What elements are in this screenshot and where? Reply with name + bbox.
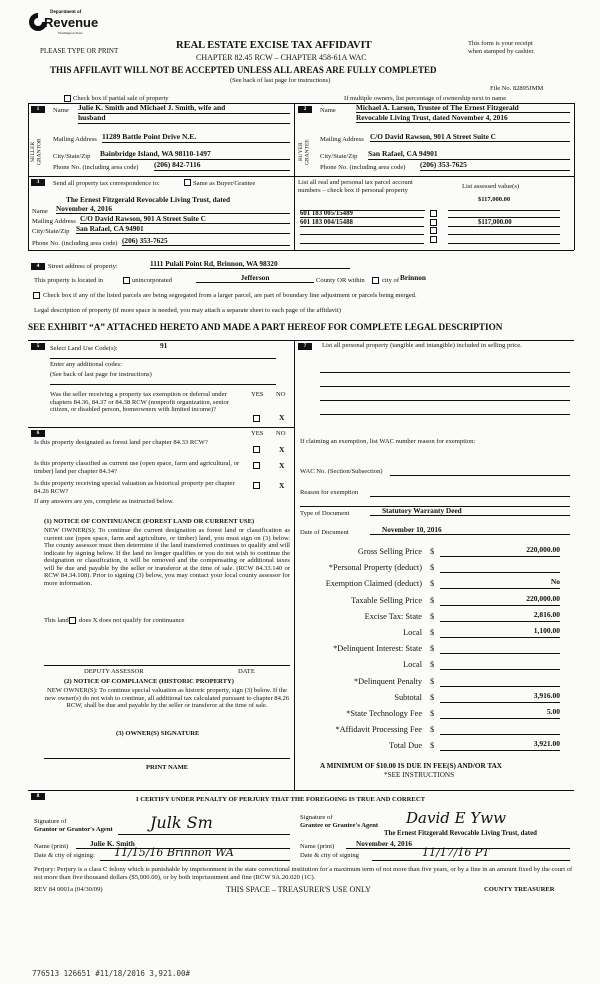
forest-land-yes-checkbox[interactable]	[253, 446, 260, 453]
county-label: County OR within	[316, 277, 365, 284]
grantee-sig-label-2: Grantee or Grantee's Agent	[300, 822, 379, 829]
parcel-header-1: List all real and personal tax parcel account	[298, 179, 413, 186]
historic-yes-checkbox[interactable]	[253, 482, 260, 489]
parcel-assessed-value[interactable]: $117,000.00	[448, 219, 560, 227]
grantee-name[interactable]: November 4, 2016	[346, 840, 570, 849]
tax-row-value[interactable]	[440, 562, 560, 573]
notice-compliance-title: (2) NOTICE OF COMPLIANCE (HISTORIC PROPERTY)	[64, 678, 234, 685]
buyer-name-label: Name	[320, 107, 336, 114]
grantee-sig-label-1: Signature of	[300, 814, 333, 821]
buyer-mailing[interactable]: C/O David Rawson, 901 A Street Suite C	[370, 133, 570, 142]
section-1-number: 1	[31, 106, 45, 113]
current-use-answer[interactable]: X	[279, 461, 285, 470]
tax-row-label: *Delinquent Penalty	[354, 676, 422, 686]
dollar-sign: $	[430, 595, 435, 605]
dollar-sign: $	[430, 741, 435, 751]
grantor-date-city[interactable]: 11/15/16 Brinnon WA	[100, 847, 290, 861]
parcel-assessed-value[interactable]	[448, 227, 560, 235]
additional-codes-note: (See back of last page for instructions)	[50, 371, 152, 378]
dollar-sign: $	[430, 725, 435, 735]
buyer-city-label: City/State/Zip	[320, 153, 358, 160]
grantee-name-label: Name (print)	[300, 843, 335, 850]
buyer-phone[interactable]: (206) 353-7625	[420, 161, 570, 171]
dollar-sign: $	[430, 709, 435, 718]
city-name[interactable]: Brinnon	[400, 273, 426, 282]
does-qualify-checkbox[interactable]	[69, 617, 76, 624]
tax-row-label: *Personal Property (deduct)	[328, 563, 422, 573]
grantee-signature[interactable]: David E Yww	[406, 809, 506, 827]
county-name[interactable]: Jefferson	[196, 274, 314, 283]
see-back: (See back of last page for instructions)	[230, 77, 331, 84]
buyer-mailing-label: Mailing Address	[320, 136, 364, 143]
tax-row-value[interactable]: 3,916.00	[440, 692, 560, 703]
tax-row-label: *Affidavit Processing Fee	[335, 725, 422, 735]
assessor-date-label: DATE	[238, 668, 255, 675]
tax-row-value[interactable]	[440, 676, 560, 687]
forest-land-answer[interactable]: X	[279, 445, 285, 454]
section-6-number: 6	[31, 430, 45, 437]
grantee-date-label: Date & city of signing	[300, 852, 359, 859]
correspondence-city[interactable]: San Rafael, CA 94901	[76, 225, 290, 234]
correspondence-city-label: City/State/Zip	[32, 228, 70, 235]
reason-label: Reason for exemption	[300, 489, 359, 496]
buyer-name-2[interactable]: Revocable Living Trust, dated November 4, 2016	[356, 114, 570, 123]
receipt-note-1: This form is your receipt	[468, 40, 533, 47]
exemption-yes-label: YES	[251, 391, 264, 398]
treasurer-space: THIS SPACE – TREASURER'S USE ONLY	[226, 885, 371, 894]
dollar-sign: $	[430, 611, 435, 621]
within-city-checkbox[interactable]	[372, 277, 379, 284]
parcel-header-2: numbers – check box if personal property	[298, 187, 408, 194]
dollar-sign: $	[430, 660, 435, 670]
doc-date[interactable]: November 10, 2016	[370, 526, 570, 535]
buyer-side-label: BUYER GRANTEE	[298, 139, 311, 165]
seller-side-label: SELLER GRANTOR	[30, 138, 43, 166]
doc-type-label: Type of Document	[300, 510, 350, 517]
grantor-sig-label-2: Grantor or Grantor's Agent	[34, 826, 113, 833]
seller-mailing[interactable]: 11289 Battle Point Drive N.E.	[102, 133, 290, 143]
correspondence-name-1[interactable]: The Ernest Fitzgerald Revocable Living Trust, dated	[66, 195, 231, 204]
assessed-total: $117,000.00	[478, 196, 511, 203]
parcel-number[interactable]: 601 183 005/15489	[300, 210, 424, 218]
segregated-checkbox[interactable]	[33, 292, 40, 299]
street-label: Street address of property:	[48, 263, 118, 270]
send-correspondence-label: Send all property tax correspondence to:	[53, 180, 160, 187]
tax-row-value[interactable]: 220,000.00	[440, 595, 560, 606]
grantor-name[interactable]: Julie K. Smith	[76, 840, 290, 849]
tax-row-label: *Delinquent Interest: State	[333, 644, 422, 654]
exemption-yes-checkbox[interactable]	[253, 415, 260, 422]
parcel-number[interactable]	[300, 236, 424, 244]
tax-row-value[interactable]: 3,921.00	[440, 740, 560, 751]
grantor-name-label: Name (print)	[34, 843, 69, 850]
personal-property-checkbox[interactable]	[430, 210, 437, 217]
wac-intro: If claiming an exemption, list WAC number reason for exemption:	[300, 438, 476, 445]
land-use-label: Select Land Use Code(s):	[50, 345, 118, 352]
historic-answer[interactable]: X	[279, 481, 285, 490]
certify-text: I CERTIFY UNDER PENALTY OF PERJURY THAT THE FOREGOING IS TRUE AND CORRECT	[136, 796, 425, 803]
unincorporated-checkbox[interactable]	[123, 277, 130, 284]
receipt-stamp: 776513 126651 #11/18/2016 3,921.00#	[32, 969, 191, 978]
located-label: This property is located in	[34, 277, 104, 284]
partial-sale-checkbox[interactable]	[64, 95, 71, 102]
dor-logo	[28, 8, 100, 38]
tax-row-value[interactable]: 2,816.00	[440, 611, 560, 622]
personal-property-label: List all personal property (tangible and intangible) included in selling price.	[322, 342, 522, 349]
seller-name-2[interactable]: husband	[78, 114, 290, 124]
tax-row-label: Local	[403, 628, 422, 637]
wac-label: WAC No. (Section/Subsection)	[300, 468, 383, 475]
doc-date-label: Date of Document	[300, 529, 349, 536]
dollar-sign: $	[430, 628, 435, 637]
personal-property-checkbox[interactable]	[430, 227, 437, 234]
segregated-label: Check box if any of the listed parcels are being segregated from a larger parcel, are part of boundary line adjustment or parcels being merged.	[43, 292, 417, 299]
section-5-number: 5	[31, 343, 45, 350]
section-3-number: 3	[31, 179, 45, 186]
receipt-note-2: when stamped by cashier.	[468, 48, 535, 55]
same-as-buyer-label: Same as Buyer/Grantee	[193, 180, 256, 187]
partial-sale-label: Check box if partial sale of property	[73, 95, 169, 102]
tax-row-label: Total Due	[389, 741, 422, 751]
land-use-code[interactable]: 91	[160, 341, 168, 350]
file-no: File No. 82895JMM	[490, 85, 544, 92]
buyer-city[interactable]: San Rafael, CA 94901	[368, 150, 570, 160]
seller-phone[interactable]: (206) 842-7116	[154, 161, 290, 171]
historic-question: Is this property receiving special valuation as historical property per chapter 84.26 RCW?	[34, 480, 235, 495]
current-use-question: Is this property classified as current use (open space, farm and agricultural, or timber) land per chapter 84.34?	[34, 460, 240, 475]
notice-compliance-body: NEW OWNER(S): To continue special valuation as historic property, sign (3) below. If the new owner(s) do not wish to continue, all additional tax calculated pursuant to chapter 84.26 RCW, shall be due and payable by the seller or transferor at the time of sale.	[44, 687, 290, 710]
print-name-label: PRINT NAME	[146, 764, 189, 771]
seller-name-label: Name	[53, 107, 69, 114]
tax-row-label: Local	[403, 660, 422, 670]
seller-name-1[interactable]: Julie K. Smith and Michael J. Smith, wife and	[78, 104, 290, 114]
correspondence-mailing[interactable]: C/O David Rawson, 901 A Street Suite C	[80, 215, 290, 224]
correspondence-mailing-label: Mailing Address	[32, 218, 76, 225]
parcel-number[interactable]: 601 183 004/15488	[300, 219, 424, 227]
unincorporated-label: unincorporated	[132, 277, 172, 284]
form-revision: REV 84 0001a (04/30/09)	[34, 886, 103, 893]
form-subtitle: CHAPTER 82.45 RCW – CHAPTER 458-61A WAC	[196, 53, 367, 62]
correspondence-name-label: Name	[32, 208, 48, 215]
tax-row-label: Exemption Claimed (deduct)	[325, 579, 422, 589]
warning-text: THIS AFFILAVIT WILL NOT BE ACCEPTED UNLESS ALL AREAS ARE FULLY COMPLETED	[50, 65, 437, 75]
grantee-date-city[interactable]: 11/17/16 PT	[372, 847, 570, 861]
deputy-assessor-label: DEPUTY ASSESSOR	[84, 668, 144, 675]
logo-state: Washington State	[58, 31, 83, 35]
owner-signature-label: (3) OWNER(S) SIGNATURE	[116, 730, 200, 737]
buyer-phone-label: Phone No. (including area code)	[320, 164, 406, 171]
street-address[interactable]: 1111 Pulali Point Rd, Brinnon, WA 98320	[150, 260, 350, 269]
seller-city-label: City/State/Zip	[53, 153, 91, 160]
assessed-header: List assessed value(s)	[462, 183, 520, 190]
doc-type[interactable]: Statutory Warranty Deed	[370, 507, 570, 516]
tax-row-value[interactable]	[440, 659, 560, 670]
forest-land-question: Is this property designated as forest land per chapter 84.33 RCW?	[34, 439, 208, 446]
seller-mailing-label: Mailing Address	[53, 136, 97, 143]
tax-row-value[interactable]: 220,000.00	[440, 546, 560, 557]
logo-dept: Department of	[50, 10, 82, 15]
parcel-assessed-value[interactable]	[448, 210, 560, 218]
form-title: REAL ESTATE EXCISE TAX AFFIDAVIT	[176, 40, 372, 51]
dollar-sign: $	[430, 579, 435, 589]
tax-row-label: Gross Selling Price	[357, 547, 422, 556]
additional-codes-label: Enter any additional codes:	[50, 361, 122, 368]
exemption-no-label: NO	[276, 391, 286, 398]
current-use-yes-checkbox[interactable]	[253, 462, 260, 469]
personal-property-checkbox[interactable]	[430, 236, 437, 243]
tax-row-value[interactable]: No	[440, 578, 560, 589]
tax-row-value[interactable]	[440, 724, 560, 735]
section-8-number: 8	[31, 793, 45, 800]
seller-city[interactable]: Bainbridge Island, WA 98110-1497	[100, 150, 290, 160]
correspondence-name-2[interactable]: November 4, 2016	[56, 205, 290, 214]
tax-row-value[interactable]: 5.00	[440, 708, 560, 719]
exemption-answer[interactable]: X	[279, 413, 285, 422]
parcel-number[interactable]	[300, 227, 424, 235]
dollar-sign: $	[430, 676, 435, 686]
this-land-label: This land	[44, 617, 69, 624]
same-as-buyer-checkbox[interactable]	[184, 179, 191, 186]
minimum-fee-text: A MINIMUM OF $10.00 IS DUE IN FEE(S) AND/OR TAX	[320, 762, 502, 770]
dollar-sign: $	[430, 692, 435, 702]
dollar-sign: $	[430, 644, 435, 654]
tax-row-value[interactable]: 1,100.00	[440, 627, 560, 638]
see-instructions: *SEE INSTRUCTIONS	[384, 771, 455, 779]
perjury-text: Perjury: Perjury is a class C felony which is punishable by imprisonment in the state correctional institution for a maximum term of not more than five years, or by a fine in an amount fixed by the court of not more than five thousand dollars ($5,000.00), or by both imprisonment and fine (RCW 9A.20.020 (1C).	[34, 866, 573, 881]
logo-name: Revenue	[44, 15, 99, 30]
section-2-number: 2	[298, 106, 312, 113]
multiple-owners-label: If multiple owners, list percentage of ownership next to name	[344, 95, 507, 102]
yes-instructions: If any answers are yes, complete as instructed below.	[34, 498, 174, 505]
parcel-assessed-value[interactable]	[448, 236, 560, 244]
dollar-sign: $	[430, 563, 435, 573]
notice-continuance-body: NEW OWNER(S): To continue the current designation as forest land or classification as current use (open space, farm and agriculture, or timber) land, you must sign on (3) below. The county assessor must then determine if the land transferred continues to qualify and will indicate by signing below. If the land no longer qualifies or you do not wish to continue the designation or classification, it will be removed and the compensating or additional taxes will be due and payable by the seller or transferor at the time of sale. (RCW 84.33.140 or RCW 84.34.108). Prior to signing (3) below, you may contact your local county assessor for more information.	[44, 527, 290, 588]
notice-continuance-title: (1) NOTICE OF CONTINUANCE (FOREST LAND OR CURRENT USE)	[44, 518, 255, 525]
exhibit-text: SEE EXHIBIT “A” ATTACHED HERETO AND MADE A PART HEREOF FOR COMPLETE LEGAL DESCRIPTION	[28, 322, 503, 332]
grantor-date-label: Date & city of signing:	[34, 852, 95, 859]
county-treasurer: COUNTY TREASURER	[484, 886, 555, 893]
s6-no-label: NO	[276, 430, 286, 437]
tax-row-label: Subtotal	[394, 692, 422, 702]
legal-description-label: Legal description of property (if more space is needed, you may attach a separate sheet to each page of the affidavit)	[34, 307, 341, 314]
buyer-name-1[interactable]: Michael A. Larson, Trustee of The Ernest Fitzgerald	[356, 104, 570, 113]
does-not-qualify-label: does X does not qualify for continuance	[79, 617, 185, 624]
correspondence-phone-label: Phone No. (including area code)	[32, 240, 118, 247]
city-of-label: city of	[382, 277, 400, 284]
section-7-number: 7	[298, 343, 312, 350]
tax-row-label: *State Technology Fee	[346, 709, 422, 718]
correspondence-phone[interactable]: (206) 353-7625	[122, 237, 290, 246]
section-4-number: 4	[31, 263, 45, 270]
dollar-sign: $	[430, 547, 435, 556]
personal-property-checkbox[interactable]	[430, 219, 437, 226]
grantor-sig-label-1: Signature of	[34, 818, 67, 825]
please-type: PLEASE TYPE OR PRINT	[40, 47, 119, 55]
s6-yes-label: YES	[251, 430, 264, 437]
grantee-trust: The Ernest Fitzgerald Revocable Living Trust, dated	[384, 830, 537, 837]
seller-phone-label: Phone No. (including area code)	[53, 164, 139, 171]
tax-row-value[interactable]	[440, 643, 560, 654]
exemption-question: Was the seller receiving a property tax exemption or deferral under chapters 84.36, 84.37 or 84.38 RCW (nonprofit organization, senior citizen, or disabled person, homeowners with limited income)?	[50, 391, 230, 414]
grantor-signature[interactable]: Julk Sm	[150, 813, 213, 832]
tax-row-label: Taxable Selling Price	[351, 595, 422, 605]
tax-row-label: Excise Tax: State	[364, 611, 422, 621]
